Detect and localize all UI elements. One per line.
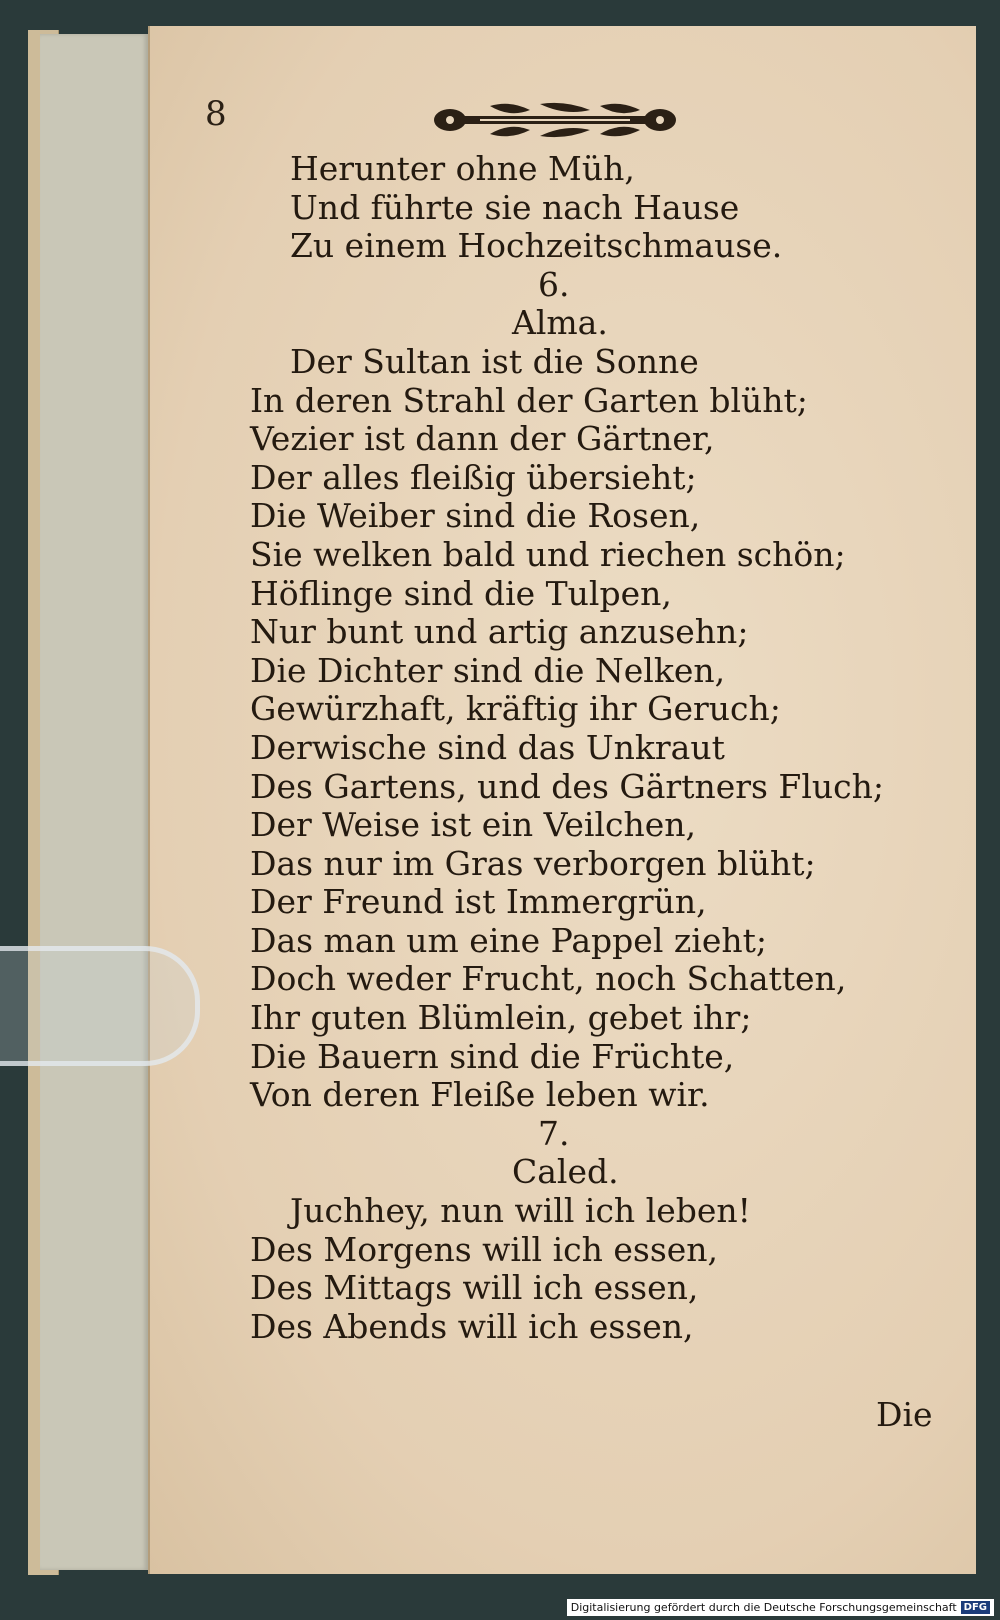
dfg-logo: DFG (961, 1601, 990, 1614)
poem-line: Des Morgens will ich essen, (250, 1229, 719, 1269)
poem-line: Der Freund ist Immergrün, (250, 882, 707, 922)
poem-line: Das man um eine Pappel zieht; (250, 920, 767, 960)
poem-line: Höflinge sind die Tulpen, (250, 573, 672, 613)
poem-line: Und führte sie nach Hause (290, 187, 740, 227)
poem-line: In deren Strahl der Garten blüht; (250, 380, 808, 420)
page-clip (0, 946, 200, 1066)
poem-line: Vezier ist dann der Gärtner, (250, 419, 715, 459)
poem-line: Des Abends will ich essen, (250, 1306, 694, 1346)
poem-line: Des Gartens, und des Gärtners Fluch; (250, 766, 884, 806)
footer-credit (567, 1599, 994, 1616)
poem-line: Nur bunt und artig anzusehn; (250, 612, 749, 652)
poem-text (250, 150, 950, 1346)
poem-line: Herunter ohne Müh, (290, 149, 635, 188)
catchword: Die (876, 1395, 933, 1434)
poem-line: Die Bauern sind die Früchte, (250, 1036, 735, 1076)
poem-line: Von deren Fleiße leben wir. (250, 1075, 710, 1115)
ornament-icon (430, 100, 680, 140)
poem-line: Der Weise ist ein Veilchen, (250, 805, 697, 845)
poem-line: Gewürzhaft, kräftig ihr Geruch; (250, 689, 781, 729)
poem-line: Sie welken bald und riechen schön; (250, 534, 846, 574)
poem-line: 6. (538, 264, 570, 304)
poem-line: Der alles fleißig übersieht; (250, 457, 697, 497)
poem-line: Caled. (512, 1152, 619, 1192)
poem-line: Ihr guten Blümlein, gebet ihr; (250, 998, 752, 1038)
page-number: 8 (205, 94, 227, 134)
poem-line: Zu einem Hochzeitschmause. (290, 226, 783, 266)
footer-text: Digitalisierung gefördert durch die Deutsche Forschungsgemeinschaft (570, 1601, 957, 1614)
poem-line: Der Sultan ist die Sonne (290, 341, 699, 381)
book-spine-strip (40, 34, 148, 1570)
poem-line: Des Mittags will ich essen, (250, 1268, 699, 1308)
poem-line: Die Dichter sind die Nelken, (250, 650, 726, 690)
poem-line: Juchhey, nun will ich leben! (290, 1191, 751, 1231)
poem-line: Die Weiber sind die Rosen, (250, 496, 701, 536)
poem-line: Alma. (512, 303, 608, 343)
poem-line: Derwische sind das Unkraut (250, 727, 725, 767)
poem-line: Das nur im Gras verborgen blüht; (250, 843, 816, 883)
poem-line: Doch weder Frucht, noch Schatten, (250, 959, 847, 999)
poem-line: 7. (538, 1113, 570, 1153)
